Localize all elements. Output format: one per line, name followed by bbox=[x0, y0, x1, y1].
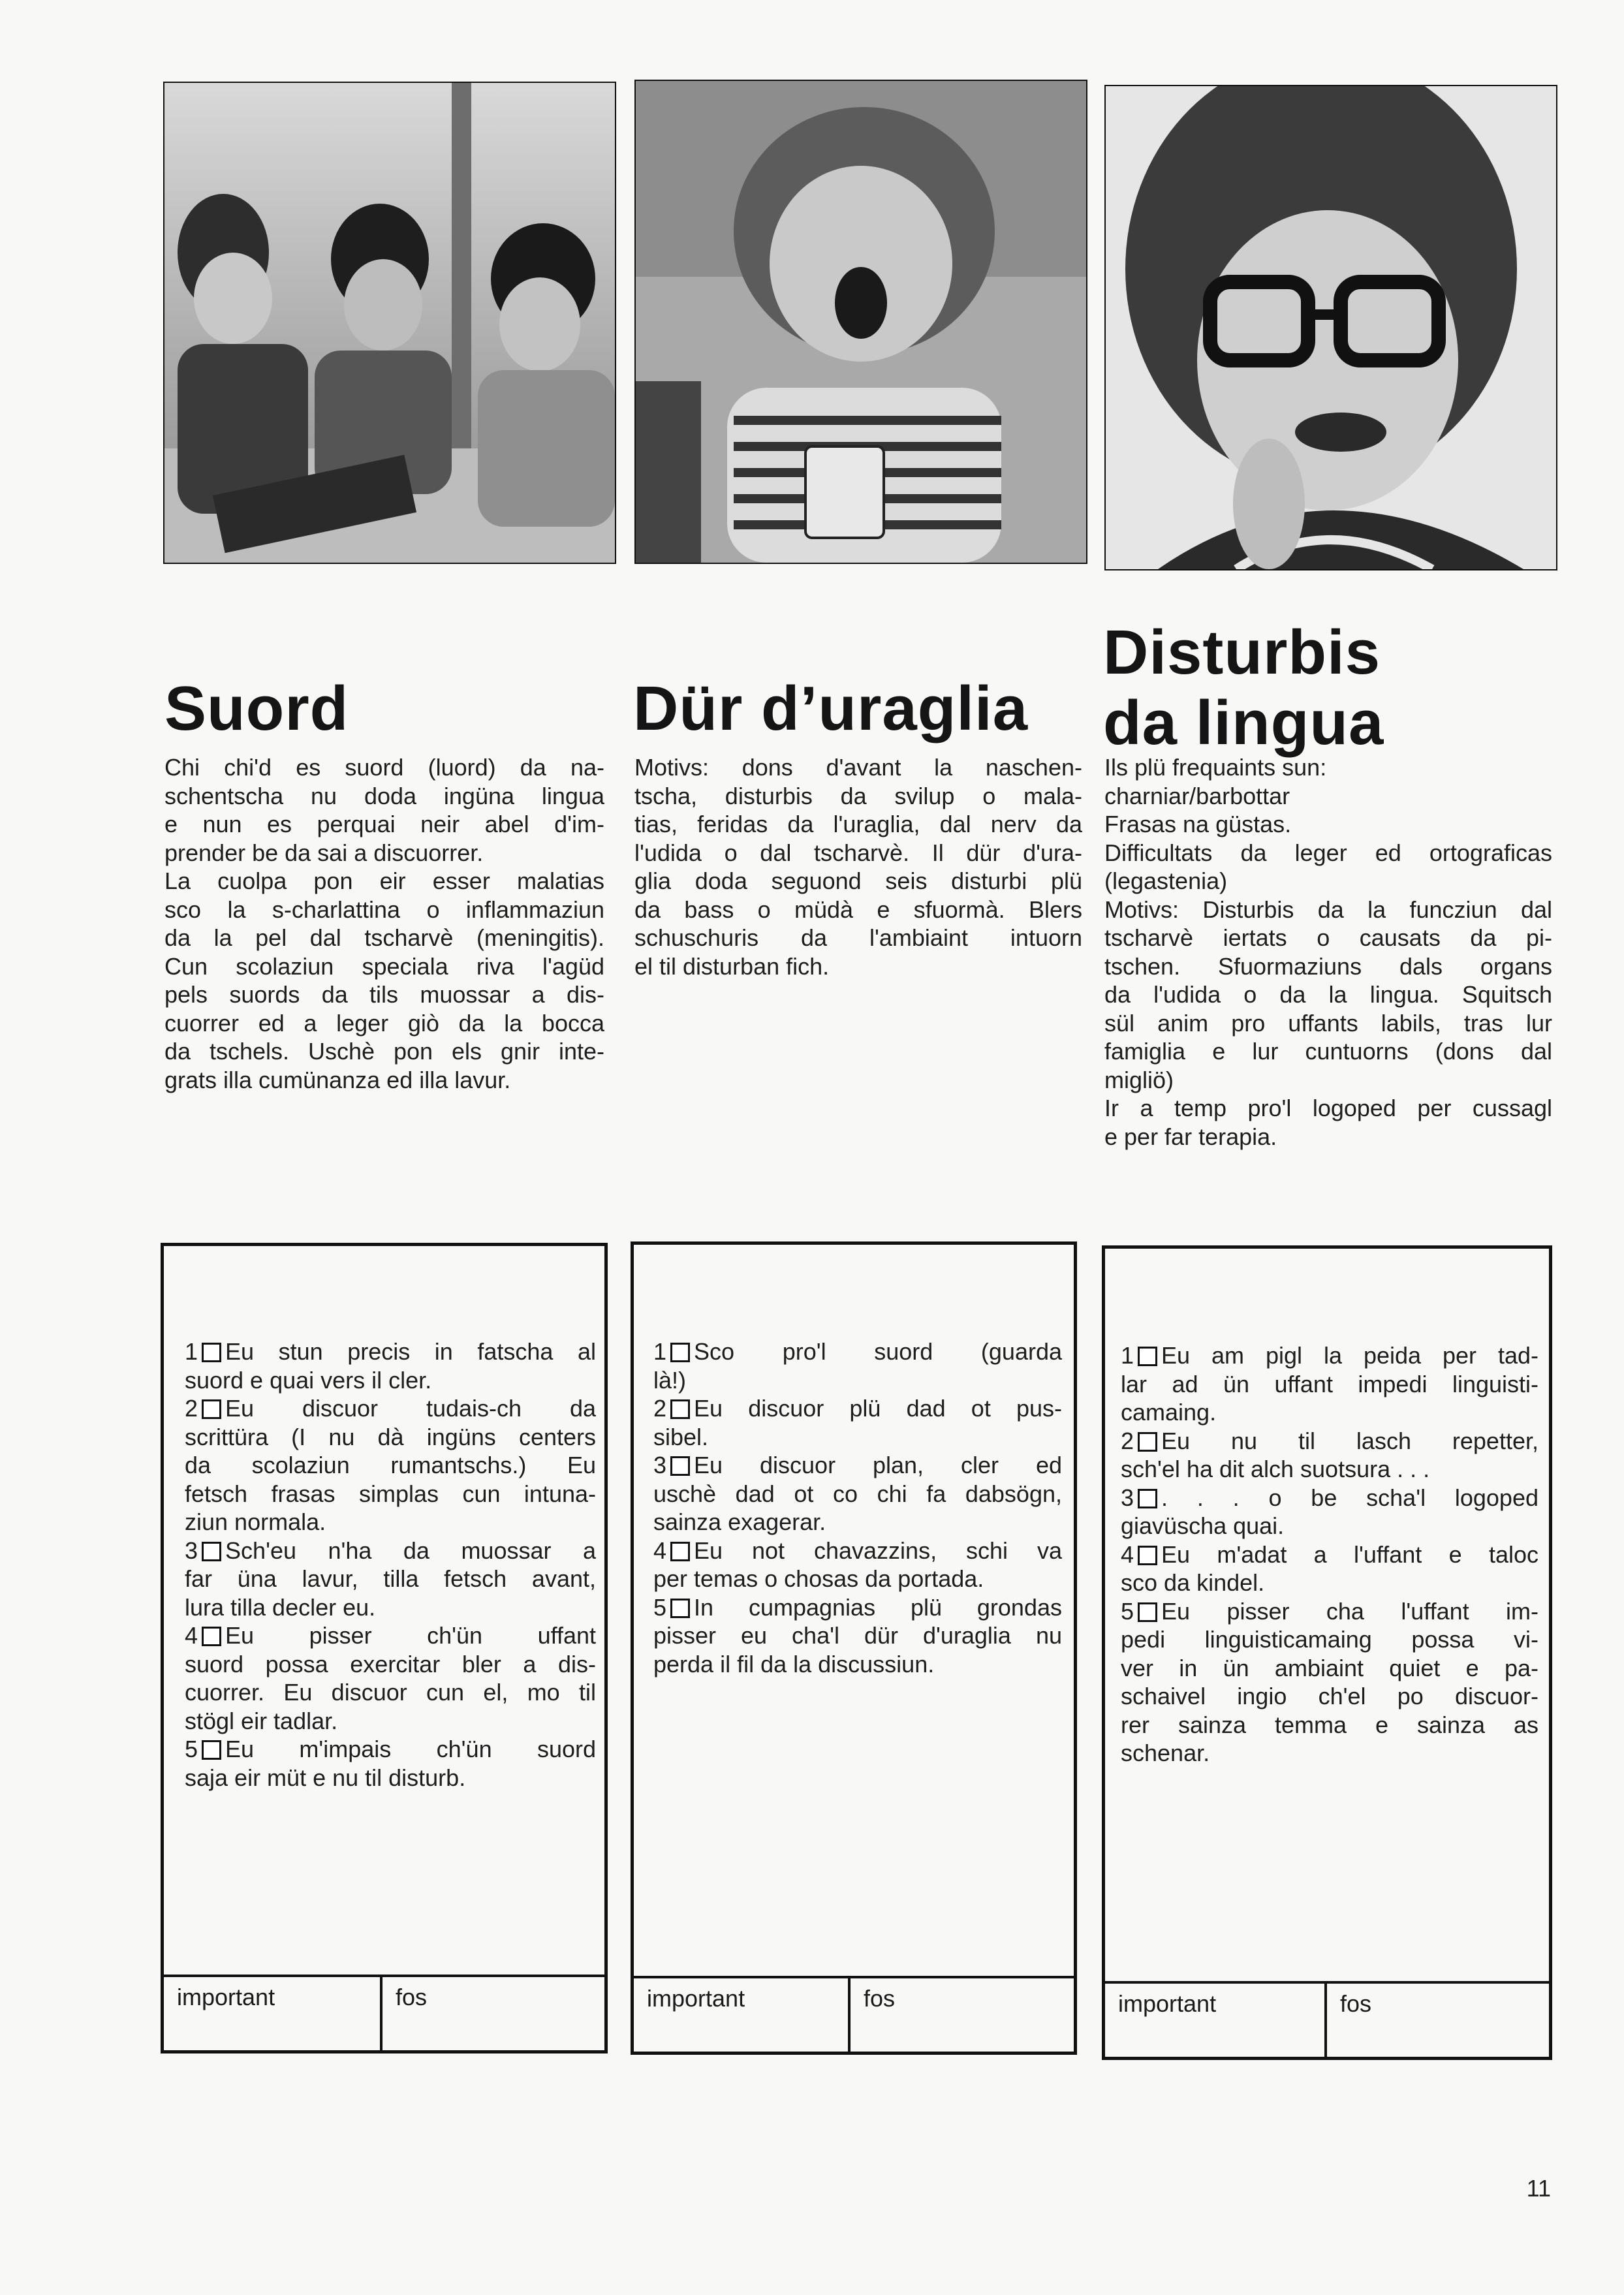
rating-cell-fos[interactable]: fos bbox=[396, 1984, 428, 2010]
photo-girl-glasses bbox=[1104, 85, 1557, 570]
checkbox-item-4[interactable] bbox=[670, 1542, 690, 1561]
rating-row bbox=[634, 1976, 1074, 2052]
rating-cell-important[interactable]: important bbox=[1105, 1984, 1327, 2057]
rating-row bbox=[1105, 1981, 1549, 2057]
checkbox-item-4[interactable] bbox=[1138, 1546, 1157, 1565]
body-text-disturbis-da-lingua: Ils plü frequaints sun: charniar/barbottar Frasas na güstas. Difficultats da leger ed ortograficas (legastenia) Motivs: Disturbis da la funcziun dal tscharvè iertats o causats da pi- tschen. Sfuormaziuns dals organs da l'udida o da la lingua. Squitsch sül anim pro uffants labils, tras lur famiglia e lur cuntuorns (dons dal migliö) Ir a temp pro'l logoped per cussagl e per far terapia. bbox=[1104, 754, 1552, 1150]
checklist-items-disturbis-da-lingua: 1 Eu am pigl la peida per tad- lar ad ün uffant impedi linguisti- camaing. 2 Eu nu til lasch repetter, sch'el ha dit alch suotsura . . . 3 . . . o be scha'l logoped giavüscha quai. 4 Eu m'adat a l'uffant e taloc sco da kindel. 5 Eu pisser cha l'uffant im- pedi linguisticamaing possa vi- ver in ün ambiaint quiet e pa- schaivel ingio ch'el po discuor- rer sainza temma e sainza as schenar. bbox=[1121, 1342, 1538, 1766]
checklist-items-duer-duraglia: 1 Sco pro'l suord (guarda là!) 2 Eu discuor plü dad ot pus- sibel. 3 Eu discuor plan, cler ed uschè dad ot co chi fa dabsögn, sainza exagerar. 4 Eu not chavazzins, schi va per temas o chosas da portada. 5 In cumpagnias plü grondas pisser eu cha'l dür d'uraglia nu perda il fil da la discussiun. bbox=[653, 1338, 1062, 1678]
checkbox-item-1[interactable] bbox=[202, 1343, 221, 1362]
checklist-box-disturbis-da-lingua bbox=[1102, 1245, 1552, 2060]
body-text-suord: Chi chi'd es suord (luord) da na- schentscha nu doda ingüna lingua e nun es perquai neir abel d'im- prender be da sai a discuorrer. La cuolpa pon eir esser malatias sco la s-charlattina o inflammaziun da la pel dal tscharvè (meningitis). Cun scolaziun speciala riva l'agüd pels suords da tils muossar a dis- cuorrer ed a leger giò da la bocca da tschels. Uschè pon els gnir inte- grats illa cumünanza ed illa lavur. bbox=[164, 754, 604, 1093]
photo-child-hearing-aid bbox=[634, 80, 1087, 564]
checklist-items-suord: 1 Eu stun precis in fatscha al suord e quai vers il cler. 2 Eu discuor tudais-ch da scrittüra (I nu dà ingüns centers da scolaziun rumantschs.) Eu fetsch frasas simplas cun intuna- ziun normala. 3 Sch'eu n'ha da muossar a far üna lavur, tilla fetsch avant, lura tilla decler eu. 4 Eu pisser ch'ün uffant suord possa exercitar bler a dis- cuorrer. Eu discuor cun el, mo til stögl eir tadlar. 5 Eu m'impais ch'ün suord saja eir müt e nu til disturb. bbox=[185, 1338, 596, 1791]
checkbox-item-2[interactable] bbox=[670, 1399, 690, 1419]
heading-suord: Suord bbox=[164, 674, 349, 743]
page-number: 11 bbox=[1526, 2175, 1551, 2202]
rating-cell-important[interactable]: important bbox=[634, 1978, 851, 2052]
checkbox-item-2[interactable] bbox=[202, 1399, 221, 1419]
checkbox-item-3[interactable] bbox=[1138, 1489, 1157, 1508]
checkbox-item-5[interactable] bbox=[202, 1740, 221, 1760]
checkbox-item-1[interactable] bbox=[670, 1343, 690, 1362]
checkbox-item-5[interactable] bbox=[1138, 1602, 1157, 1622]
checklist-box-duer-duraglia bbox=[631, 1241, 1077, 2055]
checkbox-item-4[interactable] bbox=[202, 1627, 221, 1646]
rating-cell-fos[interactable]: fos bbox=[864, 1985, 896, 2012]
checkbox-item-5[interactable] bbox=[670, 1599, 690, 1618]
checklist-box-suord bbox=[161, 1243, 608, 2053]
heading-disturbis-da-lingua: Disturbis da lingua bbox=[1103, 617, 1384, 758]
rating-row bbox=[164, 1975, 604, 2050]
checkbox-item-3[interactable] bbox=[202, 1542, 221, 1561]
body-text-duer-duraglia: Motivs: dons d'avant la naschen- tscha, disturbis da svilup o mala- tias, feridas da l'uraglia, dal nerv da l'udida o dal tscharvè. Il dür d'ura- glia doda seguond seis disturbi plü da bass o müdà e sfuormà. Blers schuschuris da l'ambiaint intuorn el til disturban fich. bbox=[634, 754, 1082, 980]
photo-dentist-workshop bbox=[163, 82, 616, 564]
rating-cell-important[interactable]: important bbox=[164, 1977, 383, 2050]
checkbox-item-2[interactable] bbox=[1138, 1432, 1157, 1452]
checkbox-item-3[interactable] bbox=[670, 1456, 690, 1476]
heading-duer-duraglia: Dür d’uraglia bbox=[633, 674, 1029, 743]
checkbox-item-1[interactable] bbox=[1138, 1347, 1157, 1366]
rating-cell-fos[interactable]: fos bbox=[1340, 1990, 1372, 2017]
